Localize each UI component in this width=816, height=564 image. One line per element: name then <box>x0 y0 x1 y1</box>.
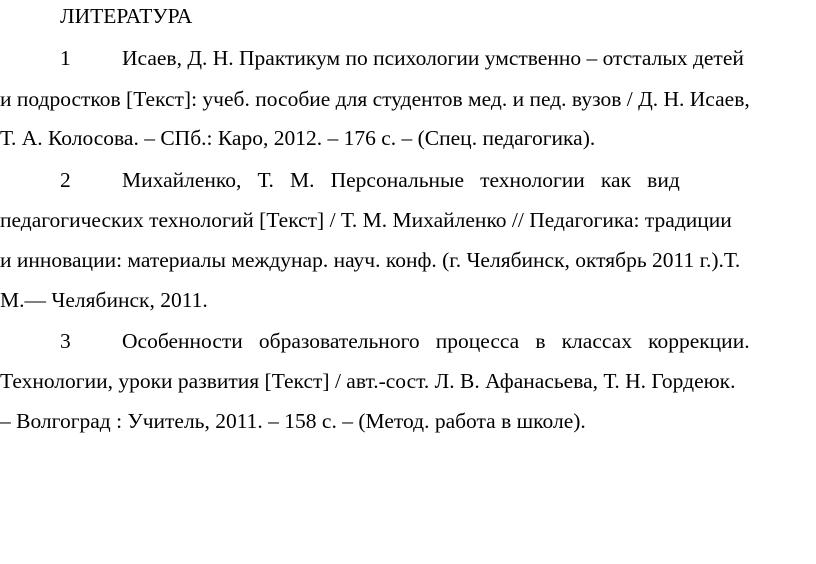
reference-number: 1 <box>60 46 71 70</box>
reference-text-line: Технологии, уроки развития [Текст] / авт.-сост. Л. В. Афанасьева, Т. Н. Гордеюк. <box>0 369 736 393</box>
reference-number: 3 <box>60 329 71 353</box>
reference-text-line: и подростков [Текст]: учеб. пособие для студентов мед. и пед. вузов / Д. Н. Исаев, <box>0 87 750 111</box>
reference-text-line: Михайленко, Т. М. Персональные технологии как вид <box>122 168 680 192</box>
reference-number: 2 <box>60 168 71 192</box>
reference-text-line: Особенности образовательного процесса в классах коррекции. <box>122 329 750 353</box>
reference-text-line: – Волгоград : Учитель, 2011. – 158 с. – (Метод. работа в школе). <box>0 409 586 433</box>
reference-text-line: педагогических технологий [Текст] / Т. М. Михайленко // Педагогика: традиции <box>0 208 732 232</box>
reference-text-line: и инновации: материалы междунар. науч. конф. (г. Челябинск, октябрь 2011 г.).Т. <box>0 248 741 272</box>
reference-text-line: Исаев, Д. Н. Практикум по психологии умственно – отсталых детей <box>122 46 744 70</box>
reference-text-line: Т. А. Колосова. – СПб.: Каро, 2012. – 176 с. – (Спец. педагогика). <box>0 126 596 150</box>
page-heading: ЛИТЕРАТУРА <box>60 4 193 28</box>
reference-text-line: М.— Челябинск, 2011. <box>0 288 208 312</box>
